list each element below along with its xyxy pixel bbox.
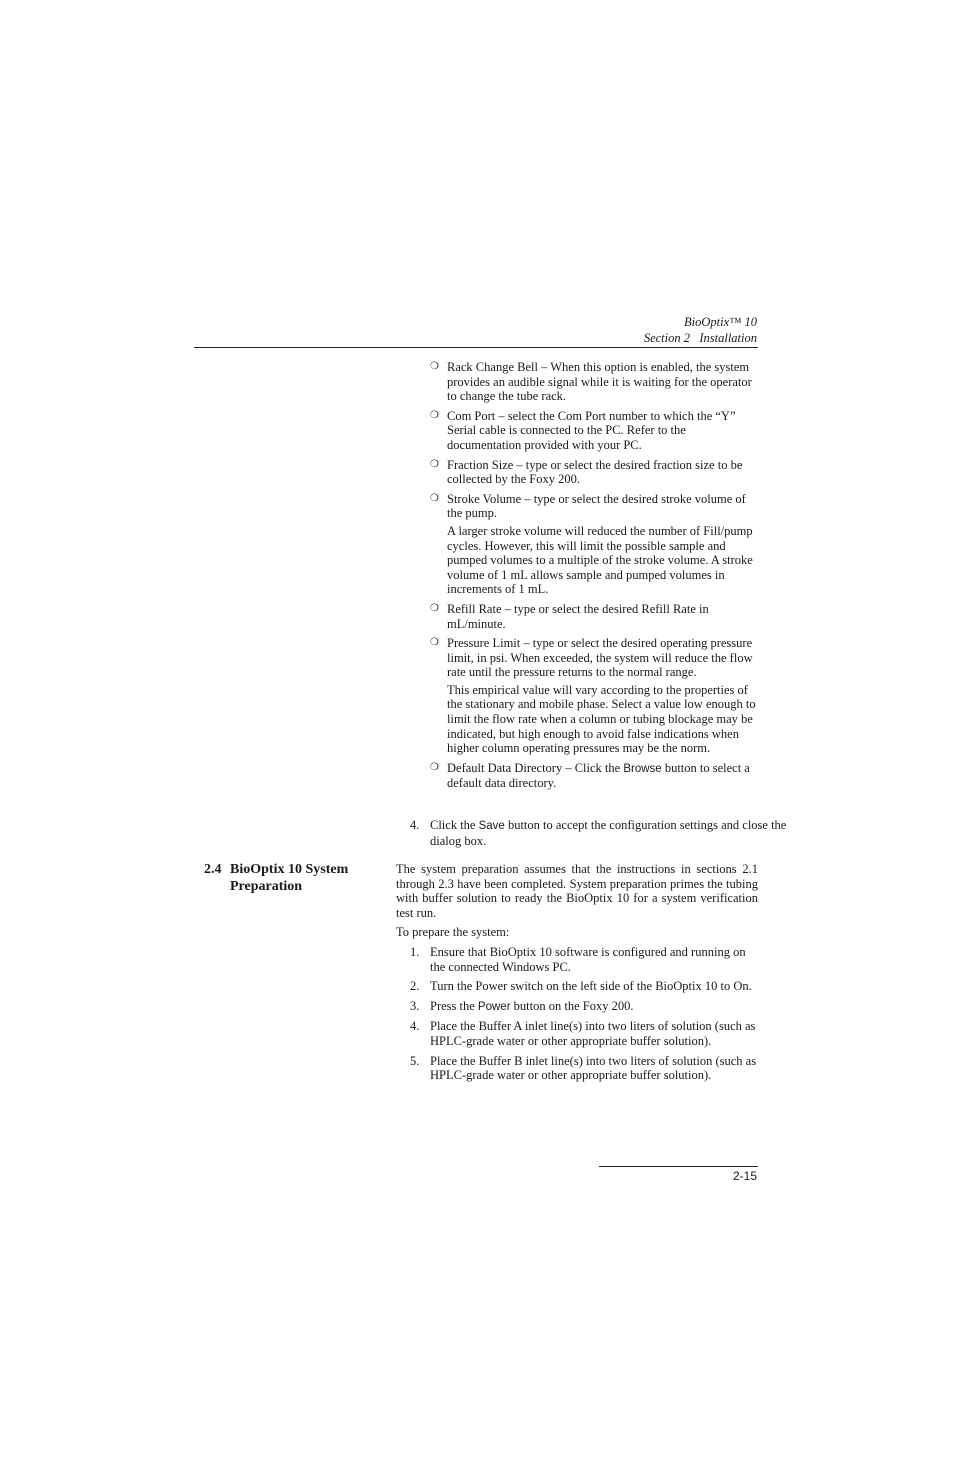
- option-com-port: Com Port – select the Com Port number to which the “Y” Serial cable is connected to the PC. Refer to the documentation provided with your PC.: [447, 408, 736, 452]
- config-options-list: [430, 360, 758, 796]
- option-fraction-size: Fraction Size – type or select the desired fraction size to be collected by the Foxy 200.: [447, 457, 743, 487]
- option-refill-rate: Refill Rate – type or select the desired Refill Rate in mL/minute.: [447, 601, 709, 631]
- bullet-icon: ❍: [430, 458, 439, 470]
- bullet-icon: ❍: [430, 761, 439, 773]
- section-heading: [204, 861, 384, 895]
- list-item: [430, 761, 758, 791]
- bullet-icon: ❍: [430, 361, 439, 372]
- option-pressure-limit: Pressure Limit – type or select the desired operating pressure limit, in psi. When exceeded, the system will reduce the flow rate until the pressure returns to the normal range.: [447, 636, 753, 680]
- config-step-save: 4. Click the Save button to accept the configuration settings and close the dialog box.: [410, 818, 787, 848]
- list-item: [430, 360, 758, 404]
- step-number: 3.: [410, 998, 420, 1013]
- list-item: [430, 458, 758, 487]
- list-item: 5. Place the Buffer B inlet line(s) into two liters of solution (such as HPLC-grade water or other appropriate buffer solution).: [410, 1053, 757, 1083]
- bullet-icon: ❍: [430, 409, 439, 421]
- option-default-data-directory: Default Data Directory – Click the Browse button to select a default data directory.: [447, 760, 750, 791]
- header-rule: [194, 347, 758, 348]
- save-button-label: Save: [478, 820, 505, 832]
- list-item: 1. Ensure that BioOptix 10 software is configured and running on the connected Windows PC.: [410, 944, 746, 974]
- step-number: 2.: [410, 979, 420, 994]
- list-item: [430, 636, 758, 756]
- list-item: 3. Press the Power button on the Foxy 200.: [410, 998, 634, 1013]
- browse-button-label: Browse: [623, 762, 662, 775]
- header-section: Section 2 Installation: [643, 331, 757, 345]
- step-number: 4.: [410, 818, 420, 832]
- option-pressure-limit-note: This empirical value will vary according to the properties of the stationary and mobile phase. Select a value low enough to limit the flow rate when a column or tubing blockage may be indicated, but high enough to avoid false indications when higher column operating pressures may be the norm.: [447, 682, 756, 756]
- list-item: [430, 409, 758, 453]
- footer-rule: [599, 1166, 758, 1167]
- list-item: [430, 602, 758, 631]
- page-number: 2-15: [732, 1169, 757, 1183]
- header-product: BioOptix™ 10: [683, 315, 757, 329]
- step-number: 5.: [410, 1053, 420, 1068]
- power-button-label: Power: [477, 1000, 511, 1013]
- section-body: [396, 862, 758, 1088]
- list-item: 4. Place the Buffer A inlet line(s) into two liters of solution (such as HPLC-grade water or other appropriate buffer solution).: [410, 1019, 756, 1048]
- bullet-icon: ❍: [430, 492, 439, 504]
- option-stroke-volume-note: A larger stroke volume will reduced the number of Fill/pump cycles. However, this will limit the possible sample and pumped volumes to a multiple of the stroke volume. A stroke volume of 1 mL allows sample and pumped volumes in increments of 1 mL.: [447, 523, 753, 597]
- section-number: 2.4: [204, 862, 222, 877]
- prep-steps-list: [396, 945, 758, 1083]
- bullet-icon: ❍: [430, 602, 439, 614]
- list-item: [430, 492, 758, 597]
- option-rack-change-bell: Rack Change Bell – When this option is enabled, the system provides an audible signal while it is waiting for the operator to change the tube rack.: [447, 360, 752, 404]
- bullet-icon: ❍: [430, 637, 439, 649]
- list-item: 2. Turn the Power switch on the left side of the BioOptix 10 to On.: [410, 979, 752, 994]
- step-number: 1.: [410, 944, 420, 959]
- option-stroke-volume: Stroke Volume – type or select the desired stroke volume of the pump.: [447, 491, 746, 521]
- section-title: BioOptix 10 System Preparation: [230, 862, 349, 894]
- prep-lead: To prepare the system:: [396, 925, 510, 940]
- step-number: 4.: [410, 1019, 420, 1034]
- intro-paragraph: The system preparation assumes that the instructions in sections 2.1 through 2.3 have been completed. System preparation primes the tubing with buffer solution to ready the BioOptix 10 for a system verification test run.: [396, 862, 758, 920]
- running-header: [644, 314, 757, 346]
